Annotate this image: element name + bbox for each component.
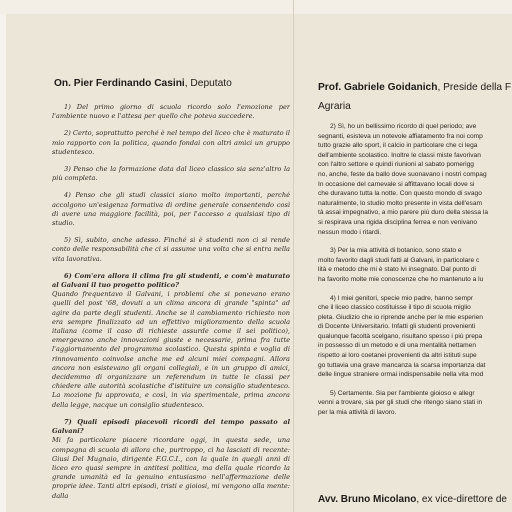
bottom-heading-name: Avv. Bruno Micolano xyxy=(318,494,417,505)
text-line: nessun modo i ritardi. xyxy=(318,228,382,236)
answer-7: Mi fa particolare piacere ricordare oggi, in questa sede, una compagna di scuola di allora che, purtroppo, ci ha lasciati di recente: Giusi Del Mugnaio, dirigente F.G.C.I., con la quale in quegli anni di liceo ero quasi sempre in antitesi politica, ma della quale ricordo la grande umanità ed la genuino entusiasmo nell'affermazione delle proprie idee. Tanti altri episodi, tristi e gioiosi, mi vengono alla mente: dalla xyxy=(52,436,290,500)
left-column xyxy=(52,78,290,512)
question-6: 6) Com'era allora il clima fra gli studenti, e com'è maturato al Galvani il tuo progetto politico? xyxy=(52,271,290,290)
right-column-heading xyxy=(318,78,512,116)
text-line: tà assai impegnativo, a mio parere più duro della stessa la xyxy=(318,209,489,217)
column-fold xyxy=(293,0,294,512)
right-heading-line2: Agraria xyxy=(318,101,351,112)
qa-7 xyxy=(52,418,290,501)
top-margin-strip xyxy=(0,0,512,14)
text-line: go tuttavia una grave mancanza la scarsa importanza dat xyxy=(318,361,486,369)
left-heading-role: , Deputato xyxy=(184,78,232,89)
text-line: molto favorito dagli studi fatti al Galvani, in particolare c xyxy=(318,256,480,264)
answer-4: 4) Penso che gli studi classici siano molto importanti, perché accolgono un'esigenza formativa di ordine generale consentendo così di avere una maggiore facilità, poi, per l'accesso a qualsiasi tipo di studio. xyxy=(52,191,290,228)
text-line: naturalmente, lo studio molto presente in vista dell'esam xyxy=(318,199,482,207)
right-column xyxy=(318,78,512,512)
text-line: qualunque facoltà scelgano, risultano spesso i più prepa xyxy=(318,332,483,340)
text-line: che duravano tutta la notte. Con questo mondo di svago xyxy=(318,190,482,198)
text-line: 3) Per la mia attività di botanico, sono stato e xyxy=(330,247,462,255)
answer-5: 5) Sì, subito, anche adesso. Finché si è studenti non ci si rende conto delle responsabilità che ci si assume una volta che si entra nella vita lavorativa. xyxy=(52,236,290,263)
answer-1: 1) Del primo giorno di scuola ricordo solo l'emozione per l'ambiente nuovo e l'attesa per quello che poteva succedere. xyxy=(52,103,290,121)
text-line: 4) I miei genitori, specie mio padre, hanno sempr xyxy=(330,294,473,302)
text-line: si respirava una rigida disciplina ferrea e non venivano xyxy=(318,218,478,226)
right-answer-4 xyxy=(318,294,512,380)
text-line: ha favorito molte mie conoscenze che ho mantenuto a lu xyxy=(318,275,484,283)
right-answer-3 xyxy=(318,246,512,284)
text-line: 2) Sì, ho un bellissimo ricordo di quel periodo; ave xyxy=(330,123,477,130)
text-line: dell'ambiente scolastico. Inoltre le classi miste favorivan xyxy=(318,151,481,159)
right-heading-name: Prof. Gabriele Goidanich xyxy=(318,82,438,93)
answer-6: Quando frequentavo il Galvani, i problemi che si ponevano erano quelli del post '68, dovuti a un clima ancora di grande "spinta" ad agire da parte degli studenti. Anche se il cambiamento richiesto non era sempre finalizzato ad un effettivo miglioramento della scuola italiana (come il caso di richieste assurde come il sei politico), emergevano anche innovazioni giuste e necessarie, prima fra tutte l'aggiornamento del programma scolastico. Questa spinta e voglia di rinnovamento coinvolse anche me ed alcuni miei compagni. Allora ancora non esistevano gli organi collegiali, e in un gruppo di amici, decidemmo di organizzare un referendum in tutte le classi per chiedere alle autorità scolastiche d'istituire un consiglio studentesco. La mozione fu approvata, e così, in via sperimentale, prima ancora della legge, nacque un consiglio studentesco. xyxy=(52,290,290,409)
text-line: per la mia attività di lavoro. xyxy=(318,409,397,417)
text-line: segnanti, esisteva un notevole affiatamento fra noi comp xyxy=(318,132,483,140)
bottom-right-heading xyxy=(318,494,507,505)
left-column-heading xyxy=(54,78,290,89)
text-line: no, anche, feste da ballo dove suonavano i nostri compag xyxy=(318,170,487,178)
text-line: In occasione del carnevale si affittavano locali dove si xyxy=(318,180,475,188)
right-heading-role: , Preside della F xyxy=(437,82,512,93)
text-line: pleta. Giudizio che io riprende anche per le mie esperien xyxy=(318,313,483,321)
answer-2: 2) Certo, soprattutto perché è nel tempo del liceo che è maturato il mio rapporto con la politica, quando fondai con altri amici un gruppo studentesco. xyxy=(52,129,290,156)
text-line: in possesso di un metodo e di una mentalità nettamen xyxy=(318,342,476,350)
text-line: venni a trovare, sia per gli studi che ritengo siano stati in xyxy=(318,399,483,407)
question-7: 7) Quali episodi piacevoli ricordi del tempo passato al Galvani? xyxy=(52,417,290,436)
answer-3: 3) Penso che la formazione data dal liceo classico sia senz'altro la più completa. xyxy=(52,165,290,183)
text-line: di Docente Universitario. Infatti gli studenti provenienti xyxy=(318,323,476,331)
text-line: delle lingue straniere ormai indispensabile nella vita mod xyxy=(318,371,484,379)
right-answer-2 xyxy=(318,122,512,237)
text-line: 5) Certamente. Sia per l'ambiente gioioso e allegr xyxy=(330,389,475,397)
text-line: lità e metodo che mi è stato lvi insegnato. Dal punto di xyxy=(318,266,476,274)
left-heading-name: On. Pier Ferdinando Casini xyxy=(54,78,185,89)
text-line: che il liceo classico costituisse il tipo di scuola miglio xyxy=(318,304,471,312)
right-answer-5 xyxy=(318,389,512,418)
page-edge xyxy=(0,0,6,512)
text-line: tutto grazie allo sport, il calcio in particolare che ci lega xyxy=(318,142,478,150)
bottom-heading-role: , ex vice-direttore de xyxy=(416,494,507,505)
text-line: con l'altro settore e quindi riunioni al sabato pomerigg xyxy=(318,161,474,169)
text-line: rispetto ai loro coetanei provenienti da altri istituti supe xyxy=(318,352,477,360)
qa-6 xyxy=(52,272,290,410)
